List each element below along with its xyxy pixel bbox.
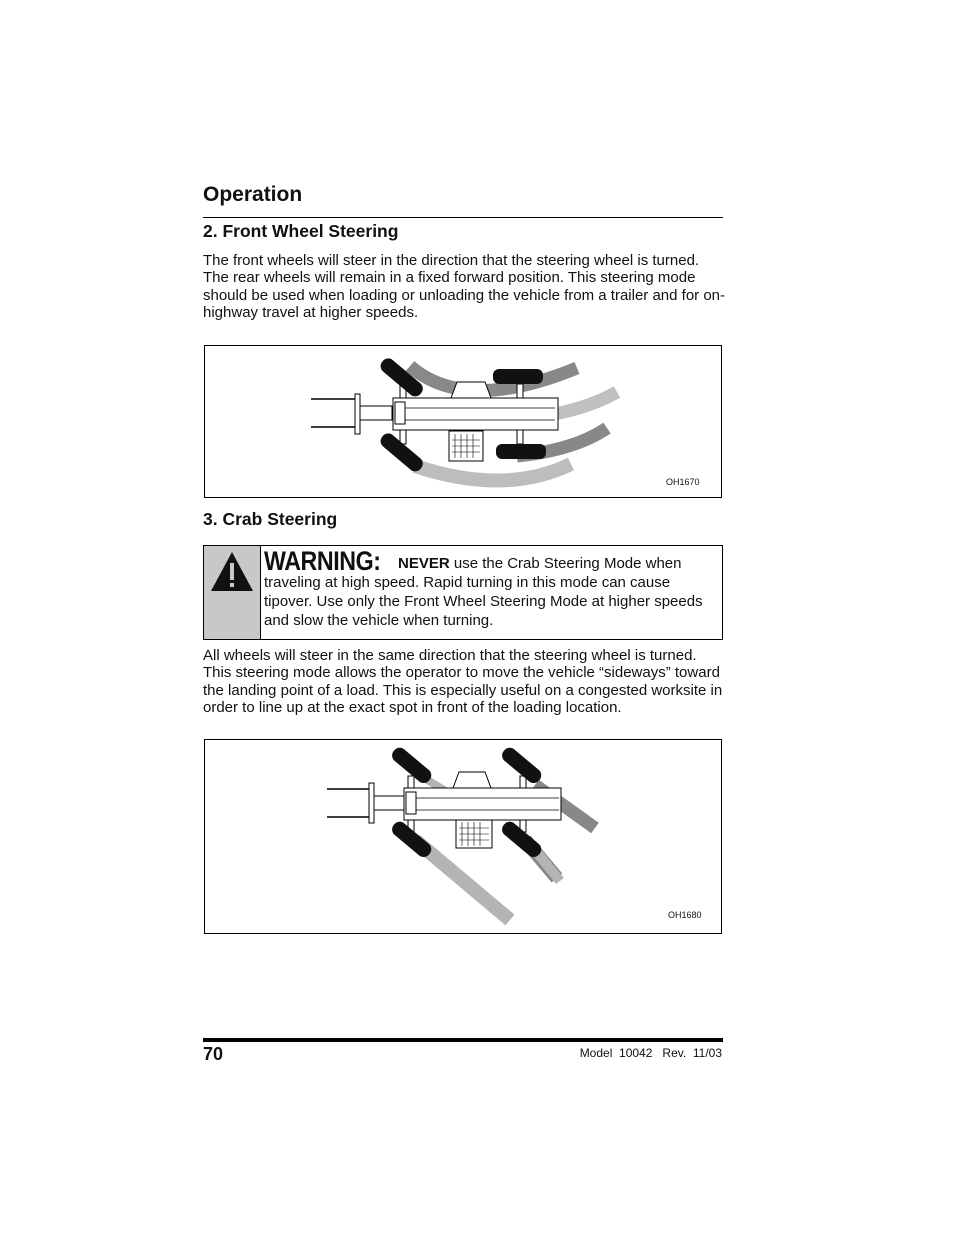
warning-sidebar (204, 546, 261, 639)
front-steering-figure (204, 345, 722, 498)
header-rule (203, 217, 723, 218)
warning-body: use the Crab Steering Mode when traveling at high speed. Rapid turning in this mode can cause tipover. Use only the Front Wheel Steering Mode at higher speeds and slow the vehicle when turning. (264, 555, 703, 629)
warning-message (264, 546, 720, 630)
boom-head (374, 796, 404, 810)
front-steering-heading: 2. Front Wheel Steering (203, 221, 399, 241)
crab-steering-figure (204, 739, 722, 934)
rear-left-tire (493, 369, 543, 384)
warning-emphasis: NEVER (398, 555, 450, 572)
warning-title: WARNING: (264, 546, 381, 576)
footer-rule (203, 1038, 723, 1042)
crab-steering-heading: 3. Crab Steering (203, 509, 338, 529)
crab-steering-paragraph: All wheels will steer in the same direction that the steering wheel is turned. This steering mode allows the operator to move the vehicle “sideways” toward the landing point of a load. This is especially useful on a congested worksite in order to line up at the exact spot in front of the loading location. (203, 647, 723, 717)
engine-cover (451, 382, 491, 398)
figure-code: OH1680 (668, 910, 702, 920)
boom-head (360, 406, 392, 420)
path-arc-bottom (415, 464, 571, 481)
front-steering-diagram (205, 346, 721, 497)
section-title: Operation (203, 183, 303, 206)
warning-triangle-icon (204, 546, 260, 639)
warning-box (203, 545, 723, 640)
chassis (393, 398, 558, 430)
model-revision: Model 10042 Rev. 11/03 (579, 1046, 722, 1060)
figure-code: OH1670 (666, 477, 700, 487)
engine-cover (453, 772, 491, 788)
crab-steering-diagram (205, 740, 721, 933)
carriage (369, 783, 374, 823)
front-steering-paragraph: The front wheels will steer in the direction that the steering wheel is turned. The rear wheels will remain in a fixed forward position. This steering mode should be used when loading or unloading the vehicle from a trailer and for on-highway travel at higher speeds. (203, 252, 725, 322)
chassis (404, 788, 561, 820)
rear-right-tire (496, 444, 546, 459)
carriage (355, 394, 360, 434)
page-number: 70 (203, 1044, 224, 1064)
